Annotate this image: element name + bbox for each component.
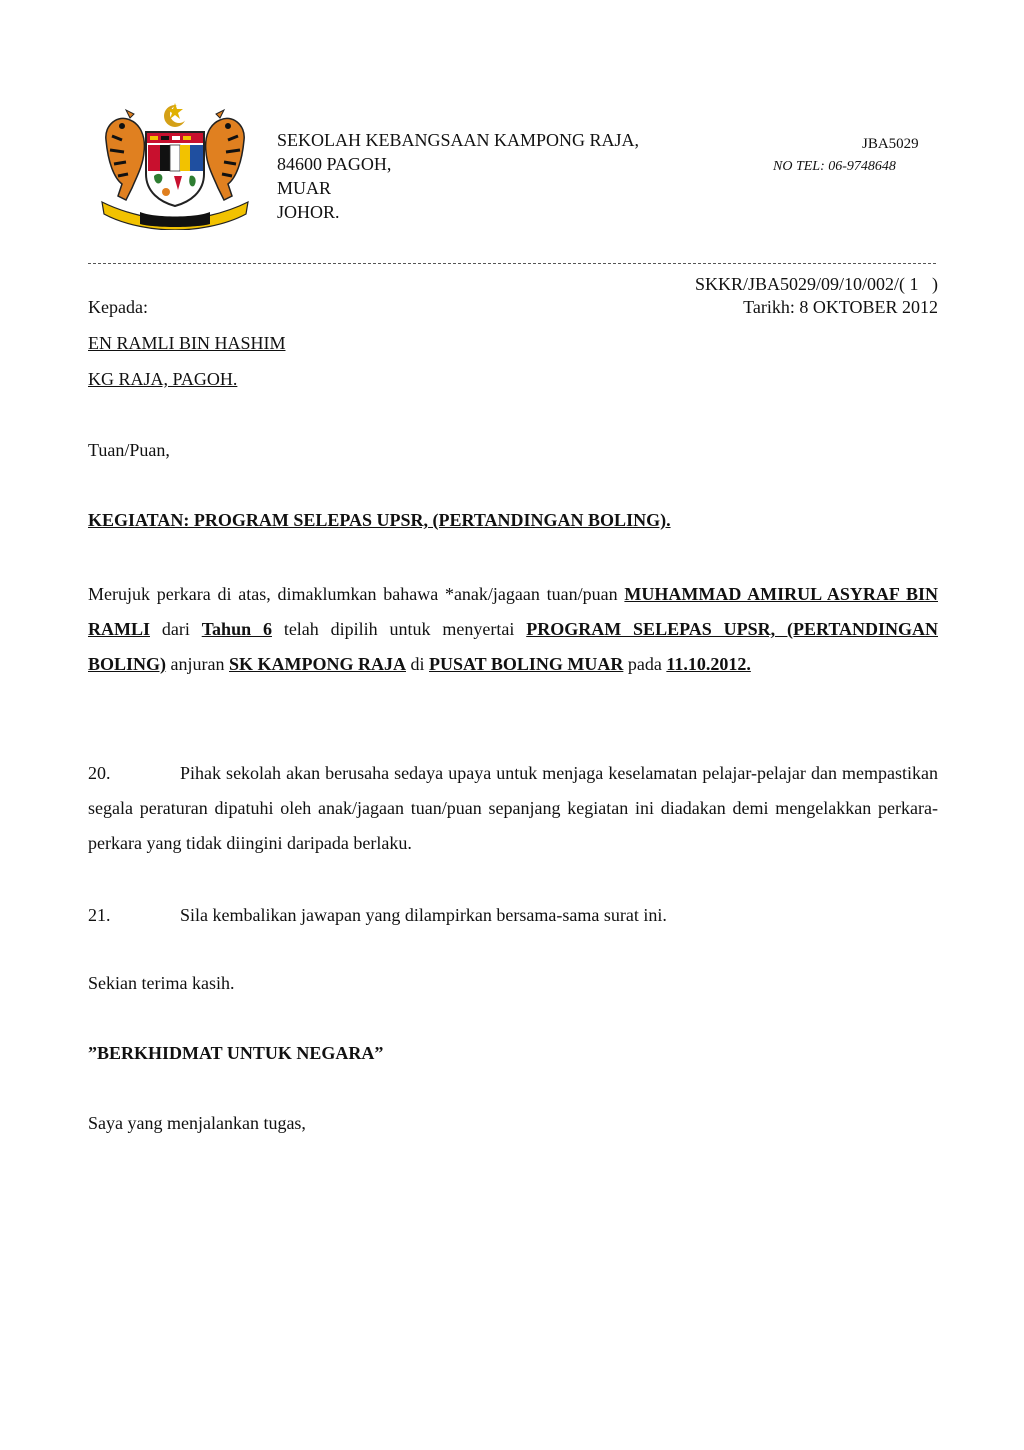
student-class: Tahun 6 — [201, 619, 272, 639]
letterhead-divider — [88, 263, 936, 264]
addressee-name: EN RAMLI BIN HASHIM — [88, 333, 286, 353]
subject-heading: KEGIATAN: PROGRAM SELEPAS UPSR, (PERTANDINGAN BOLING). — [88, 510, 671, 530]
signoff-line: Saya yang menjalankan tugas, — [88, 1113, 306, 1133]
coat-of-arms-icon — [96, 100, 254, 230]
paragraph-text: anjuran — [166, 654, 229, 674]
closing-line: Sekian terima kasih. — [88, 973, 235, 993]
crescent-star-icon — [164, 103, 188, 127]
paragraph-text: Merujuk perkara di atas, dimaklumkan bahawa *anak/jagaan tuan/puan — [88, 584, 625, 604]
organizer-name: SK KAMPONG RAJA — [229, 654, 406, 674]
paragraph-20 — [88, 756, 938, 861]
paragraph-text: Sila kembalikan jawapan yang dilampirkan bersama-sama surat ini. — [180, 905, 667, 925]
school-district: MUAR — [277, 178, 332, 198]
program-name: PROGRAM SELEPAS UPSR, (PERTANDINGAN BOLING) — [88, 619, 938, 674]
venue-name: PUSAT BOLING MUAR — [429, 654, 624, 674]
paragraph-text: Pihak sekolah akan berusaha sedaya upaya untuk menjaga keselamatan pelajar-pelajar dan mempastikan segala peraturan dipatuhi oleh anak/jagaan tuan/puan sepanjang kegiatan ini diadakan demi mengelakkan perkara-perkara yang tidak diingini daripada berlaku. — [88, 763, 938, 853]
paragraph-intro — [88, 577, 938, 682]
kepada-label: Kepada: — [88, 297, 148, 317]
left-tiger-icon — [106, 110, 145, 200]
student-name: MUHAMMAD AMIRUL ASYRAF BIN RAMLI — [88, 584, 938, 639]
school-postcode-town: 84600 PAGOH, — [277, 154, 392, 174]
event-date: 11.10.2012. — [666, 654, 751, 674]
reference-number: SKKR/JBA5029/09/10/002/( 1 ) — [694, 274, 938, 294]
school-address — [277, 128, 639, 224]
salutation: Tuan/Puan, — [88, 440, 170, 460]
addressee-address: KG RAJA, PAGOH. — [88, 369, 238, 389]
school-code: JBA5029 — [862, 136, 919, 152]
school-state: JOHOR. — [277, 202, 340, 222]
paragraph-number: 21. — [88, 905, 111, 925]
right-tiger-icon — [206, 110, 245, 200]
paragraph-text: telah dipilih untuk menyertai — [271, 619, 527, 639]
paragraph-text: pada — [623, 654, 667, 674]
motto-line: ”BERKHIDMAT UNTUK NEGARA” — [88, 1043, 384, 1063]
paragraph-number: 20. — [88, 763, 111, 783]
paragraph-21 — [88, 898, 938, 933]
letter-date: Tarikh: 8 OKTOBER 2012 — [743, 297, 938, 317]
school-name: SEKOLAH KEBANGSAAN KAMPONG RAJA, — [277, 130, 640, 150]
paragraph-text: di — [406, 654, 430, 674]
shield-icon — [146, 132, 204, 206]
paragraph-text: dari — [150, 619, 202, 639]
school-telephone: NO TEL: 06-9748648 — [773, 159, 896, 174]
